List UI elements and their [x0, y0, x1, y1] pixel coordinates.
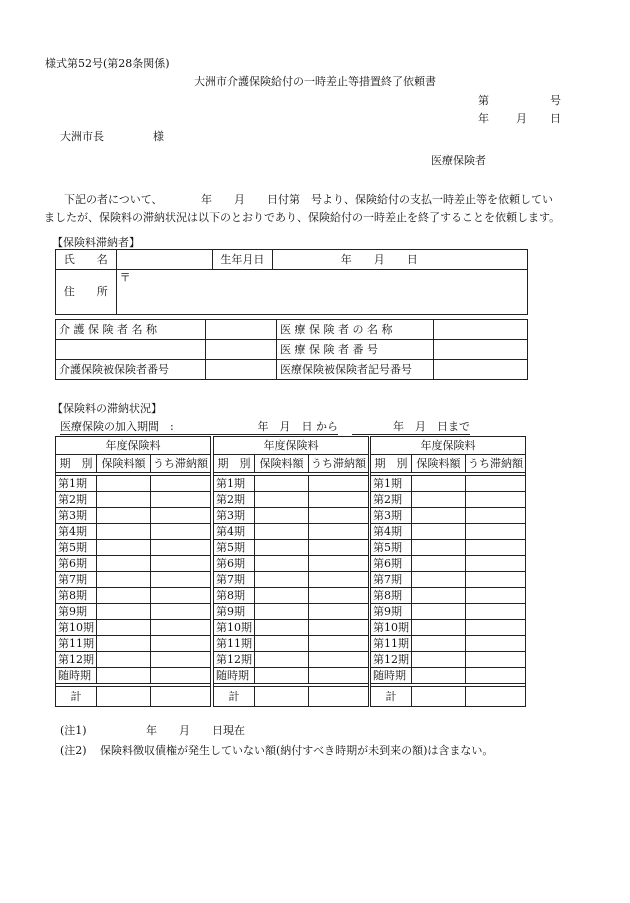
- period-cell: 第5期: [56, 540, 97, 556]
- period-cell: 第6期: [56, 556, 97, 572]
- period-cell: 第12期: [214, 652, 255, 668]
- amount-cell[interactable]: [412, 572, 466, 588]
- table-row: [56, 508, 211, 524]
- table-row: [214, 492, 369, 508]
- payment-table-2: [213, 436, 369, 707]
- table-row: [214, 508, 369, 524]
- arrears-cell[interactable]: [309, 540, 369, 556]
- form-number: 様式第52号(第28条関係): [45, 57, 170, 70]
- date-year: 年: [478, 112, 489, 125]
- arrears-cell[interactable]: [309, 524, 369, 540]
- amount-cell[interactable]: [412, 508, 466, 524]
- kaigo-insurer-name-label: 介 護 保 険 者 名 称: [56, 320, 206, 340]
- period-cell: 第7期: [56, 572, 97, 588]
- amount-cell[interactable]: [255, 604, 309, 620]
- col-period-header: 期 別: [214, 455, 255, 473]
- table-row: [214, 556, 369, 572]
- blank-cell: [56, 340, 206, 360]
- arrears-cell[interactable]: [151, 540, 211, 556]
- col-period-header: 期 別: [371, 455, 412, 473]
- col-amount-header: 保険料額: [97, 455, 151, 473]
- arrears-cell[interactable]: [466, 476, 526, 492]
- amount-cell[interactable]: [97, 652, 151, 668]
- birthdate-label: 生年月日: [213, 250, 273, 270]
- total-arrears-cell[interactable]: [466, 687, 526, 707]
- amount-cell[interactable]: [412, 636, 466, 652]
- period-cell: 第12期: [371, 652, 412, 668]
- table-row: [214, 620, 369, 636]
- col-amount-header: 保険料額: [412, 455, 466, 473]
- blank-cell[interactable]: [206, 340, 277, 360]
- iryo-insurer-number-label: 医 療 保 険 者 番 号: [277, 340, 434, 360]
- date-day: 日: [550, 112, 561, 125]
- table-row: [56, 556, 211, 572]
- arrears-cell[interactable]: [309, 572, 369, 588]
- fiscal-year-header: 年度保険料: [371, 437, 526, 455]
- arrears-cell[interactable]: [151, 556, 211, 572]
- table-row: [214, 636, 369, 652]
- amount-cell[interactable]: [97, 588, 151, 604]
- total-arrears-cell[interactable]: [151, 687, 211, 707]
- arrears-cell[interactable]: [466, 668, 526, 684]
- amount-cell[interactable]: [97, 636, 151, 652]
- fiscal-year-header: 年度保険料: [56, 437, 211, 455]
- amount-cell[interactable]: [97, 620, 151, 636]
- table-row: [371, 620, 526, 636]
- period-cell: 随時期: [56, 668, 97, 684]
- total-amount-cell[interactable]: [255, 687, 309, 707]
- section-heading-payment: 【保険料の滞納状況】: [52, 402, 162, 415]
- table-row: [214, 652, 369, 668]
- amount-cell[interactable]: [412, 668, 466, 684]
- amount-cell[interactable]: [97, 524, 151, 540]
- total-amount-cell[interactable]: [412, 687, 466, 707]
- amount-cell[interactable]: [412, 524, 466, 540]
- postal-mark: 〒: [119, 271, 131, 284]
- table-row: [56, 572, 211, 588]
- table-row: [371, 572, 526, 588]
- arrears-cell[interactable]: [466, 492, 526, 508]
- amount-cell[interactable]: [97, 476, 151, 492]
- amount-cell[interactable]: [412, 556, 466, 572]
- arrears-cell[interactable]: [151, 572, 211, 588]
- period-cell: 第9期: [56, 604, 97, 620]
- arrears-cell[interactable]: [309, 604, 369, 620]
- period-cell: 第3期: [214, 508, 255, 524]
- period-cell: 第11期: [371, 636, 412, 652]
- arrears-cell[interactable]: [151, 508, 211, 524]
- table-row: [214, 668, 369, 684]
- table-row: [214, 604, 369, 620]
- col-arrears-header: うち滞納額: [466, 455, 526, 473]
- table-row: [214, 476, 369, 492]
- amount-cell[interactable]: [255, 588, 309, 604]
- table-row: [371, 540, 526, 556]
- note2-text: 保険料徴収債権が発生していない額(納付すべき時期が未到来の額)は含まない。: [100, 744, 494, 757]
- payment-table-3: [370, 436, 526, 707]
- amount-cell[interactable]: [255, 572, 309, 588]
- sender-label: 医療保険者: [431, 154, 486, 167]
- arrears-cell[interactable]: [466, 604, 526, 620]
- period-cell: 第1期: [56, 476, 97, 492]
- amount-cell[interactable]: [255, 524, 309, 540]
- period-cell: 第2期: [56, 492, 97, 508]
- table-row: [371, 556, 526, 572]
- delinquent-info-table: [55, 249, 528, 315]
- enrollment-period: [60, 418, 470, 435]
- note2-label: (注2): [60, 744, 87, 757]
- period-cell: 第8期: [371, 588, 412, 604]
- period-cell: 第7期: [371, 572, 412, 588]
- total-label: 計: [371, 687, 412, 707]
- period-cell: 第12期: [56, 652, 97, 668]
- amount-cell[interactable]: [97, 508, 151, 524]
- table-row: [371, 636, 526, 652]
- table-row: [371, 652, 526, 668]
- table-row: [214, 540, 369, 556]
- amount-cell[interactable]: [97, 572, 151, 588]
- table-row: [371, 604, 526, 620]
- amount-cell[interactable]: [97, 492, 151, 508]
- arrears-cell[interactable]: [466, 556, 526, 572]
- table-row: [371, 476, 526, 492]
- table-row: [371, 492, 526, 508]
- arrears-cell[interactable]: [466, 540, 526, 556]
- arrears-cell[interactable]: [151, 668, 211, 684]
- period-from: 年 月 日 から: [210, 418, 338, 435]
- table-row: [371, 588, 526, 604]
- note1-label: (注1): [60, 724, 87, 737]
- body-line2: ましたが、保険料の滞納状況は以下のとおりであり、保険給付の一時差止を終了することを依頼します。: [44, 211, 561, 224]
- doc-number-go: 号: [550, 94, 561, 107]
- period-cell: 第9期: [371, 604, 412, 620]
- address-label: 住 所: [56, 270, 117, 315]
- arrears-cell[interactable]: [151, 636, 211, 652]
- period-cell: 第8期: [214, 588, 255, 604]
- amount-cell[interactable]: [412, 652, 466, 668]
- period-cell: 第1期: [371, 476, 412, 492]
- period-label: 医療保険の加入期間 :: [60, 418, 210, 435]
- payment-table-1: [55, 436, 211, 707]
- amount-cell[interactable]: [412, 492, 466, 508]
- period-cell: 第10期: [371, 620, 412, 636]
- period-cell: 第4期: [371, 524, 412, 540]
- arrears-cell[interactable]: [466, 524, 526, 540]
- amount-cell[interactable]: [97, 540, 151, 556]
- amount-cell[interactable]: [412, 540, 466, 556]
- period-cell: 第10期: [56, 620, 97, 636]
- period-cell: 第4期: [56, 524, 97, 540]
- period-cell: 第6期: [214, 556, 255, 572]
- period-cell: 第4期: [214, 524, 255, 540]
- body-line1: 下記の者について、 年 月 日付第 号より、保険給付の支払一時差止等を依頼してい: [64, 193, 554, 206]
- period-cell: 第3期: [371, 508, 412, 524]
- arrears-cell[interactable]: [151, 652, 211, 668]
- table-row: [56, 476, 211, 492]
- amount-cell[interactable]: [255, 652, 309, 668]
- kaigo-insured-number-label: 介護保険被保険者番号: [56, 360, 206, 380]
- total-arrears-cell[interactable]: [309, 687, 369, 707]
- table-row: [214, 572, 369, 588]
- amount-cell[interactable]: [255, 620, 309, 636]
- table-row: [56, 524, 211, 540]
- amount-cell[interactable]: [97, 668, 151, 684]
- period-cell: 第2期: [214, 492, 255, 508]
- fiscal-year-header: 年度保険料: [214, 437, 369, 455]
- arrears-cell[interactable]: [309, 636, 369, 652]
- arrears-cell[interactable]: [466, 620, 526, 636]
- arrears-cell[interactable]: [466, 652, 526, 668]
- arrears-cell[interactable]: [309, 492, 369, 508]
- addressee-sama: 様: [153, 130, 164, 143]
- period-cell: 第6期: [371, 556, 412, 572]
- arrears-cell[interactable]: [151, 492, 211, 508]
- amount-cell[interactable]: [255, 668, 309, 684]
- arrears-cell[interactable]: [309, 556, 369, 572]
- period-cell: 第2期: [371, 492, 412, 508]
- table-row: [56, 620, 211, 636]
- period-cell: 第5期: [214, 540, 255, 556]
- amount-cell[interactable]: [97, 556, 151, 572]
- date-month: 月: [516, 112, 527, 125]
- table-row: [56, 668, 211, 684]
- period-cell: 第3期: [56, 508, 97, 524]
- arrears-cell[interactable]: [466, 508, 526, 524]
- table-row: [56, 636, 211, 652]
- name-label: 氏 名: [56, 250, 117, 270]
- arrears-cell[interactable]: [151, 604, 211, 620]
- address-value[interactable]: [116, 270, 527, 315]
- col-period-header: 期 別: [56, 455, 97, 473]
- col-arrears-header: うち滞納額: [151, 455, 211, 473]
- period-to: 年 月 日まで: [352, 418, 470, 435]
- addressee: 大洲市長: [60, 130, 104, 143]
- arrears-cell[interactable]: [151, 588, 211, 604]
- arrears-cell[interactable]: [466, 588, 526, 604]
- period-cell: 随時期: [214, 668, 255, 684]
- table-row: [371, 668, 526, 684]
- section-heading-delinquent: 【保険料滞納者】: [52, 236, 140, 249]
- name-value[interactable]: [116, 250, 212, 270]
- amount-cell[interactable]: [255, 636, 309, 652]
- birthdate-value[interactable]: 年 月 日: [272, 250, 527, 270]
- insurer-info-table: [55, 319, 528, 380]
- period-cell: 第11期: [214, 636, 255, 652]
- iryo-insurer-name-value[interactable]: [434, 320, 528, 340]
- period-cell: 第8期: [56, 588, 97, 604]
- total-label: 計: [56, 687, 97, 707]
- table-row: [56, 588, 211, 604]
- doc-number-dai: 第: [478, 94, 489, 107]
- arrears-cell[interactable]: [309, 620, 369, 636]
- total-amount-cell[interactable]: [97, 687, 151, 707]
- document-title: 大洲市介護保険給付の一時差止等措置終了依頼書: [194, 75, 436, 88]
- col-arrears-header: うち滞納額: [309, 455, 369, 473]
- table-row: [371, 524, 526, 540]
- arrears-cell[interactable]: [151, 620, 211, 636]
- amount-cell[interactable]: [412, 620, 466, 636]
- amount-cell[interactable]: [412, 476, 466, 492]
- table-row: [371, 508, 526, 524]
- iryo-insurer-number-value[interactable]: [434, 340, 528, 360]
- period-cell: 第5期: [371, 540, 412, 556]
- note1-text: 年 月 日現在: [146, 724, 245, 737]
- arrears-cell[interactable]: [309, 668, 369, 684]
- iryo-insured-symbol-value[interactable]: [434, 360, 528, 380]
- kaigo-insurer-name-value[interactable]: [206, 320, 277, 340]
- table-row: [56, 652, 211, 668]
- kaigo-insured-number-value[interactable]: [206, 360, 277, 380]
- period-cell: 第11期: [56, 636, 97, 652]
- arrears-cell[interactable]: [466, 572, 526, 588]
- amount-cell[interactable]: [255, 476, 309, 492]
- arrears-cell[interactable]: [151, 476, 211, 492]
- iryo-insurer-name-label: 医 療 保 険 者 の 名 称: [277, 320, 434, 340]
- total-label: 計: [214, 687, 255, 707]
- amount-cell[interactable]: [255, 540, 309, 556]
- col-amount-header: 保険料額: [255, 455, 309, 473]
- amount-cell[interactable]: [255, 508, 309, 524]
- period-cell: 第9期: [214, 604, 255, 620]
- table-row: [56, 540, 211, 556]
- arrears-cell[interactable]: [309, 652, 369, 668]
- table-row: [56, 604, 211, 620]
- period-cell: 随時期: [371, 668, 412, 684]
- arrears-cell[interactable]: [466, 636, 526, 652]
- period-cell: 第1期: [214, 476, 255, 492]
- period-cell: 第7期: [214, 572, 255, 588]
- amount-cell[interactable]: [97, 604, 151, 620]
- iryo-insured-symbol-label: 医療保険被保険者記号番号: [277, 360, 434, 380]
- arrears-cell[interactable]: [151, 524, 211, 540]
- amount-cell[interactable]: [255, 556, 309, 572]
- arrears-cell[interactable]: [309, 588, 369, 604]
- amount-cell[interactable]: [412, 604, 466, 620]
- arrears-cell[interactable]: [309, 508, 369, 524]
- table-row: [214, 524, 369, 540]
- table-row: [56, 492, 211, 508]
- arrears-cell[interactable]: [309, 476, 369, 492]
- table-row: [214, 588, 369, 604]
- amount-cell[interactable]: [412, 588, 466, 604]
- period-cell: 第10期: [214, 620, 255, 636]
- amount-cell[interactable]: [255, 492, 309, 508]
